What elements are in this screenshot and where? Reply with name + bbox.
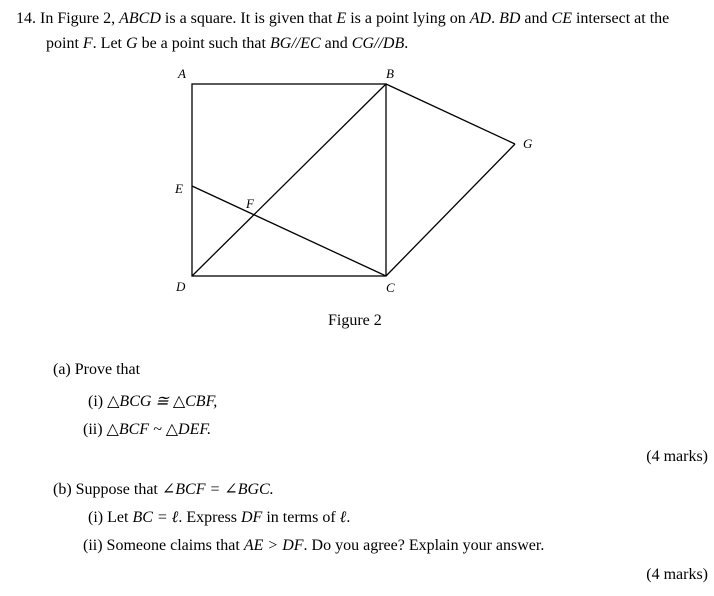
label-g: G [523,136,533,151]
question-text: 14. In Figure 2, [16,10,120,27]
item-text: in terms of [262,509,340,526]
label-d: D [176,279,186,294]
item-text: . [346,509,351,526]
question-line-1 [16,10,669,28]
heading-text: (b) Suppose that [53,481,162,498]
math-l: ℓ [339,509,347,526]
part-b-ii [83,537,544,555]
label-b: B [386,66,394,81]
math-bg-parallel-ec: BG//EC [269,35,321,52]
item-number: (i) [88,393,108,410]
math-ae-gt-df: AE > DF [243,537,304,554]
question-text: . [404,35,409,52]
label-f: F [246,196,254,211]
math-similarity: △BCF ~ △DEF. [106,421,212,438]
figure-caption: Figure 2 [328,312,382,329]
part-b-marks: (4 marks) [646,566,708,583]
math-e: E [336,10,347,27]
math-bd: BD [499,10,521,27]
question-text: . [491,10,500,27]
question-line-2 [46,35,408,53]
math-df: DF [241,509,263,526]
segment-cg [386,144,515,276]
math-ce: CE [551,10,572,27]
math-g: G [126,35,138,52]
item-text: . Express [178,509,241,526]
item-number: (i) [88,509,108,526]
segment-ec [192,186,386,276]
math-congruence: △BCG ≅ △CBF, [107,393,218,410]
math-cg-parallel-db: CG//DB [351,35,405,52]
label-e: E [175,181,183,196]
question-text: and [520,10,552,27]
item-number: (ii) [83,421,107,438]
part-b-heading [53,479,274,499]
geometry-figure [160,62,560,307]
math-ad: AD [469,10,492,27]
math-abcd: ABCD [119,10,161,27]
question-text: . Let [92,35,126,52]
label-c: C [386,280,395,295]
item-text: Let [107,509,133,526]
question-text: be a point such that [137,35,270,52]
segment-bg [386,84,515,144]
question-text: point [46,35,83,52]
label-a: A [178,66,186,81]
math-f: F [82,35,93,52]
part-b-i [88,509,350,527]
part-a-heading: (a) Prove that [53,361,141,378]
part-a-ii [83,419,211,439]
part-a-i [88,391,217,411]
item-text: Someone claims that [106,537,244,554]
question-text: intersect at the [571,10,670,27]
math-angle-condition: ∠BCF = ∠BGC. [161,481,274,498]
item-number: (ii) [83,537,107,554]
part-a-marks: (4 marks) [646,448,708,465]
math-bc-equals-l: BC = ℓ [132,509,179,526]
question-text: and [320,35,352,52]
diagonal-bd [192,84,386,276]
question-text: is a point lying on [346,10,470,27]
item-text: . Do you agree? Explain your answer. [303,537,545,554]
question-text: is a square. It is given that [160,10,337,27]
